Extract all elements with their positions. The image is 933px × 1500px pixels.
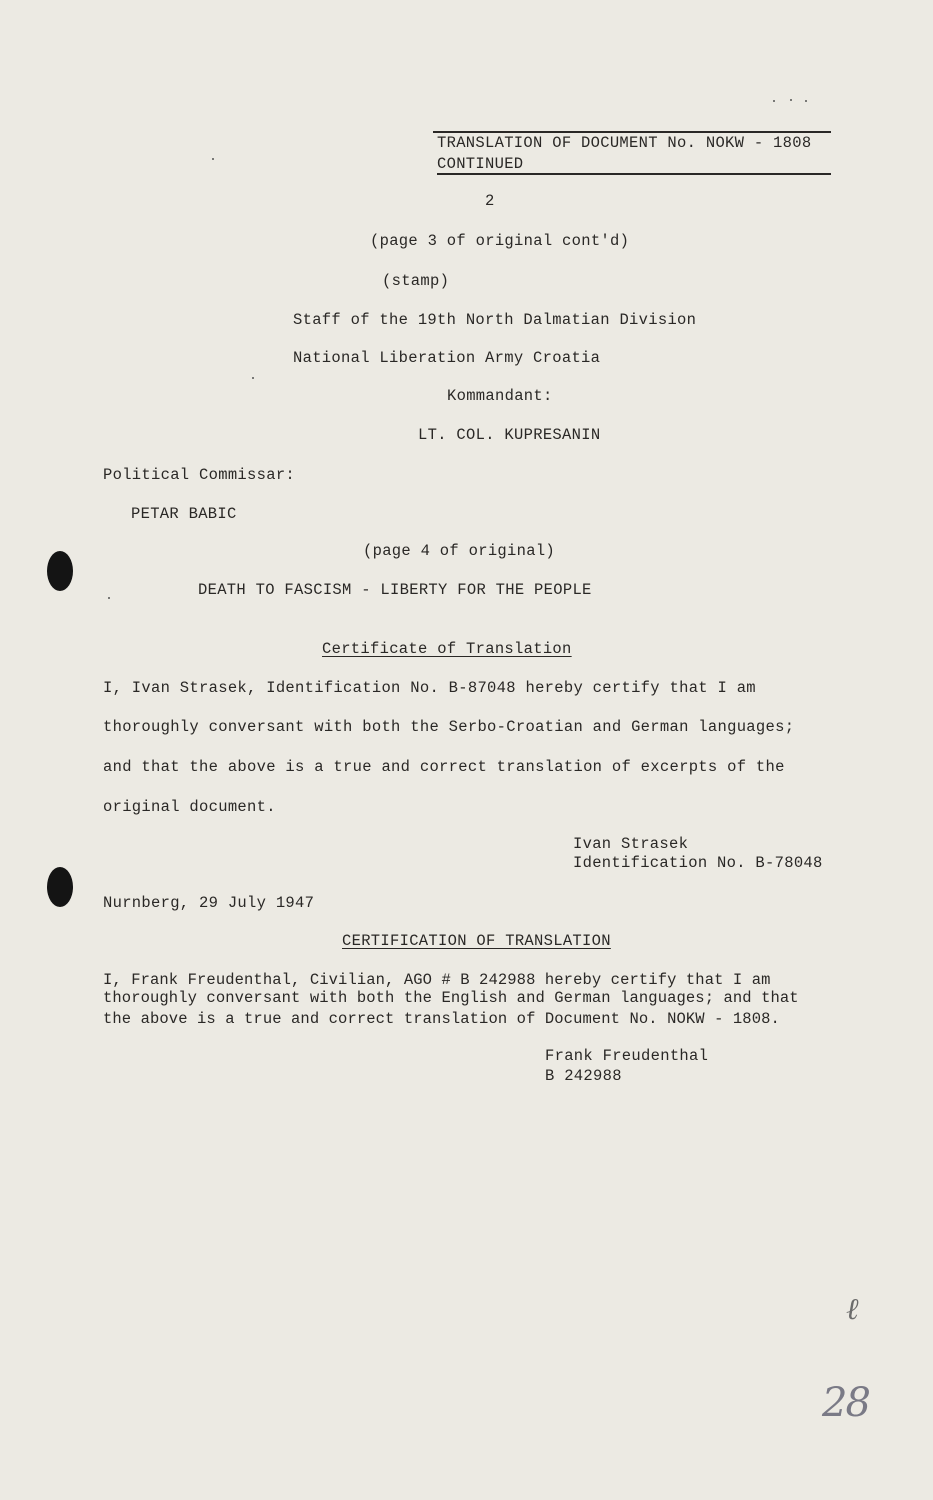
- stamp-note: (stamp): [382, 272, 450, 290]
- army-line: National Liberation Army Croatia: [293, 349, 601, 367]
- staff-line: Staff of the 19th North Dalmatian Division: [293, 311, 697, 329]
- commissar-label: Political Commissar:: [103, 466, 296, 484]
- certification-line-2: thoroughly conversant with both the English and German languages; and that: [103, 989, 799, 1007]
- slogan: DEATH TO FASCISM - LIBERTY FOR THE PEOPLE: [198, 581, 592, 599]
- handwritten-page-number: 28: [822, 1380, 869, 1426]
- translator-name: Frank Freudenthal: [545, 1047, 709, 1065]
- kommandant-label: Kommandant:: [447, 387, 553, 405]
- document-header-title: TRANSLATION OF DOCUMENT No. NOKW - 1808: [437, 134, 812, 152]
- paper-speck: [790, 99, 792, 101]
- original-page-reference: (page 3 of original cont'd): [370, 232, 630, 250]
- header-rule-bottom: [437, 173, 831, 175]
- certificate-line-3: and that the above is a true and correct translation of excerpts of the: [103, 758, 785, 776]
- pencil-mark-icon: ℓ: [846, 1292, 859, 1327]
- header-rule-top: [433, 131, 831, 133]
- certificate-line-1: I, Ivan Strasek, Identification No. B-87048 hereby certify that I am: [103, 679, 756, 697]
- signer-name: Ivan Strasek: [573, 835, 689, 853]
- punch-hole-icon: [47, 551, 73, 591]
- paper-speck: [773, 100, 775, 102]
- commissar-name: PETAR BABIC: [131, 505, 237, 523]
- kommandant-name: LT. COL. KUPRESANIN: [418, 426, 601, 444]
- certification-line-3: the above is a true and correct translation of Document No. NOKW - 1808.: [103, 1010, 780, 1028]
- place-date: Nurnberg, 29 July 1947: [103, 894, 315, 912]
- certification-line-1: I, Frank Freudenthal, Civilian, AGO # B 242988 hereby certify that I am: [103, 971, 771, 989]
- punch-hole-icon: [47, 867, 73, 907]
- paper-speck: [212, 158, 214, 160]
- page-number: 2: [485, 192, 495, 210]
- certification-title: CERTIFICATION OF TRANSLATION: [342, 932, 611, 950]
- document-header-continued: CONTINUED: [437, 155, 524, 173]
- certificate-line-2: thoroughly conversant with both the Serbo-Croatian and German languages;: [103, 718, 795, 736]
- certificate-title: Certificate of Translation: [322, 640, 572, 658]
- paper-speck: [108, 597, 110, 599]
- signer-identification: Identification No. B-78048: [573, 854, 823, 872]
- paper-speck: [805, 100, 807, 102]
- original-page-reference-2: (page 4 of original): [363, 542, 556, 560]
- translator-id: B 242988: [545, 1067, 622, 1085]
- paper-speck: [252, 377, 254, 379]
- certificate-line-4: original document.: [103, 798, 276, 816]
